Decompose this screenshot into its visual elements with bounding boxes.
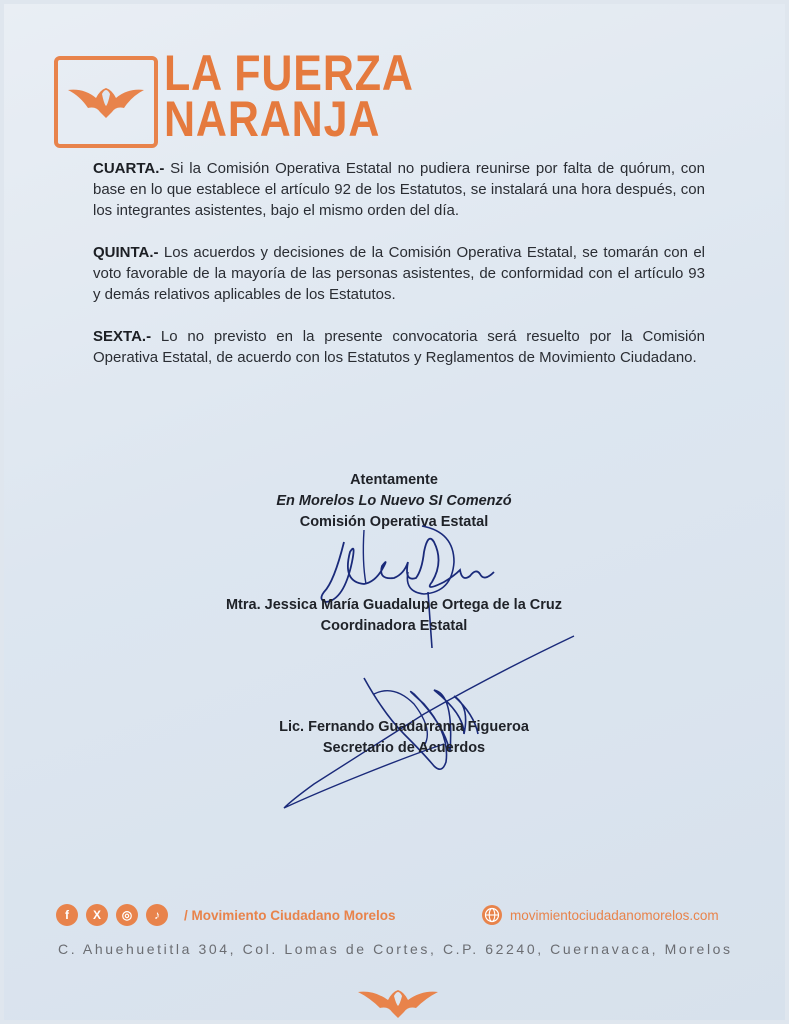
- eagle-icon: [66, 82, 146, 122]
- clause-cuarta: [93, 158, 705, 221]
- signatory-2: [204, 717, 604, 759]
- clause-text: Los acuerdos y decisiones de la Comisión Operativa Estatal, se tomarán con el voto favorable de la mayoría de las personas asistentes, de conformidad con el artículo 93 y demás relativos aplicables de los Estatutos.: [93, 244, 705, 303]
- clause-text: Si la Comisión Operativa Estatal no pudiera reunirse por falta de quórum, con base en lo que establece el artículo 92 de los Estatutos, se instalará una hora después, con los integrantes asistentes, bajo el mismo orden del día.: [93, 160, 705, 219]
- signatory-name: Mtra. Jessica María Guadalupe Ortega de la Cruz: [225, 597, 563, 613]
- instagram-icon[interactable]: ◎: [116, 904, 138, 926]
- website-link[interactable]: movimientociudadanomorelos.com: [510, 908, 719, 923]
- address: C. Ahuehuetitla 304, Col. Lomas de Cortes, C.P. 62240, Cuernavaca, Morelos: [58, 941, 733, 957]
- signatory-name: Lic. Fernando Guadarrama Figueroa: [279, 719, 529, 735]
- signatory-1: [164, 595, 624, 637]
- clause-quinta: [93, 242, 705, 305]
- signatory-role: Coordinadora Estatal: [320, 618, 468, 634]
- facebook-icon[interactable]: f: [56, 904, 78, 926]
- clause-label: CUARTA.-: [93, 160, 165, 177]
- clause-label: SEXTA.-: [93, 328, 152, 345]
- party-logo: [54, 56, 158, 148]
- globe-icon: [481, 904, 503, 926]
- x-icon[interactable]: X: [86, 904, 108, 926]
- logo-wordmark: LA FUERZA NARANJA: [164, 45, 414, 147]
- clause-label: QUINTA.-: [93, 244, 159, 261]
- footer-contact: [56, 904, 756, 930]
- clause-sexta: [93, 326, 705, 368]
- social-handle[interactable]: / Movimiento Ciudadano Morelos: [184, 908, 396, 923]
- closing-greeting: Atentamente: [350, 472, 438, 488]
- eagle-icon: [356, 986, 440, 1020]
- closing-body: Comisión Operativa Estatal: [299, 514, 489, 530]
- closing-motto: En Morelos Lo Nuevo SI Comenzó: [276, 493, 512, 509]
- clause-text: Lo no previsto en la presente convocatoria será resuelto por la Comisión Operativa Estatal, de acuerdo con los Estatutos y Reglamentos de Movimiento Ciudadano.: [93, 328, 705, 366]
- tiktok-icon[interactable]: ♪: [146, 904, 168, 926]
- document-page: [4, 4, 785, 1020]
- signatory-role: Secretario de Acuerdos: [322, 740, 486, 756]
